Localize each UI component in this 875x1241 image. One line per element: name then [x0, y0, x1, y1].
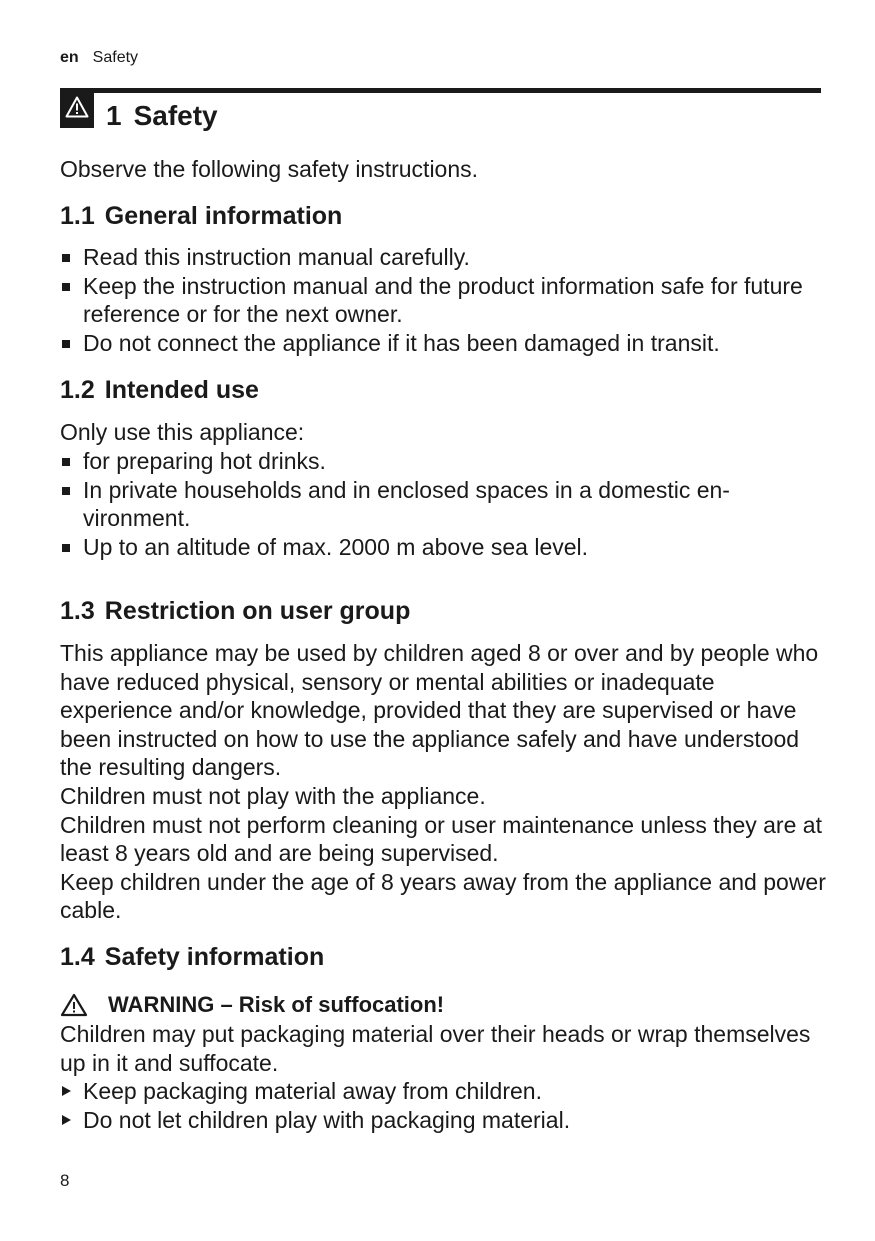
- page-number: 8: [60, 1171, 70, 1190]
- list-item: Up to an altitude of max. 2000 m above sea level.: [60, 533, 830, 562]
- section-heading-intended-use: [60, 374, 259, 406]
- list-item: Keep the instruction manual and the product information safe for future reference or for the next owner.: [60, 272, 830, 329]
- section-heading-safety-information: [60, 941, 324, 973]
- list-item: In private households and in enclosed spaces in a domestic en-vironment.: [60, 476, 830, 533]
- page-header: [60, 48, 138, 68]
- bullet-icon: [62, 254, 70, 262]
- intro-text: Observe the following safety instructions.: [60, 156, 479, 182]
- bullet-icon: [62, 283, 70, 291]
- chapter-warning-icon: [60, 88, 94, 128]
- general-information-list: [60, 243, 830, 357]
- chapter-heading: [106, 96, 218, 136]
- bullet-icon: [62, 487, 70, 495]
- warning-heading: [60, 990, 444, 1020]
- paragraph: Keep children under the age of 8 years away from the appliance and power cable.: [60, 868, 826, 924]
- warning-actions-list: [60, 1077, 830, 1134]
- list-item: for preparing hot drinks.: [60, 447, 830, 476]
- intended-use-lead: Only use this appliance:: [60, 419, 305, 445]
- arrow-icon: [62, 1086, 71, 1096]
- intended-use-list: [60, 447, 830, 561]
- chapter-title: Safety: [133, 100, 218, 131]
- bullet-icon: [62, 544, 70, 552]
- warning-triangle-icon: [60, 993, 94, 1017]
- section-title: Safety information: [104, 943, 325, 971]
- section-number: 1.4: [60, 943, 95, 971]
- user-group-text: [60, 639, 830, 925]
- section-number: 1.2: [60, 376, 95, 404]
- section-title: Intended use: [104, 376, 259, 404]
- header-section: Safety: [92, 49, 139, 66]
- list-item: Keep packaging material away from children.: [60, 1077, 830, 1106]
- section-heading-restriction-on-user-group: [60, 595, 410, 627]
- section-number: 1.1: [60, 202, 95, 230]
- list-item: Read this instruction manual carefully.: [60, 243, 830, 272]
- warning-title: WARNING – Risk of suffocation!: [108, 992, 445, 1017]
- paragraph: Children must not play with the appliance.: [60, 782, 486, 809]
- chapter-rule: [94, 88, 821, 93]
- section-title: General information: [104, 202, 343, 230]
- language-code: en: [60, 49, 79, 66]
- arrow-icon: [62, 1115, 71, 1125]
- section-number: 1.3: [60, 597, 95, 625]
- paragraph: Children must not perform cleaning or user maintenance unless they are at least 8 years old and are being supervised.: [60, 811, 822, 867]
- section-title: Restriction on user group: [104, 597, 411, 625]
- warning-text: Children may put packaging material over their heads or wrap themselves up in it and suffocate.: [60, 1021, 811, 1076]
- section-heading-general-information: [60, 200, 342, 232]
- bullet-icon: [62, 340, 70, 348]
- paragraph: This appliance may be used by children aged 8 or over and by people who have reduced physical, sensory or mental abilities or inadequate experience and/or knowledge, provided that they are supervised or have been instructed on how to use the appliance safely and have understood the resulting dangers.: [60, 640, 819, 781]
- chapter-number: 1: [106, 100, 122, 131]
- list-item: Do not let children play with packaging material.: [60, 1106, 830, 1135]
- bullet-icon: [62, 458, 70, 466]
- list-item: Do not connect the appliance if it has been damaged in transit.: [60, 329, 830, 358]
